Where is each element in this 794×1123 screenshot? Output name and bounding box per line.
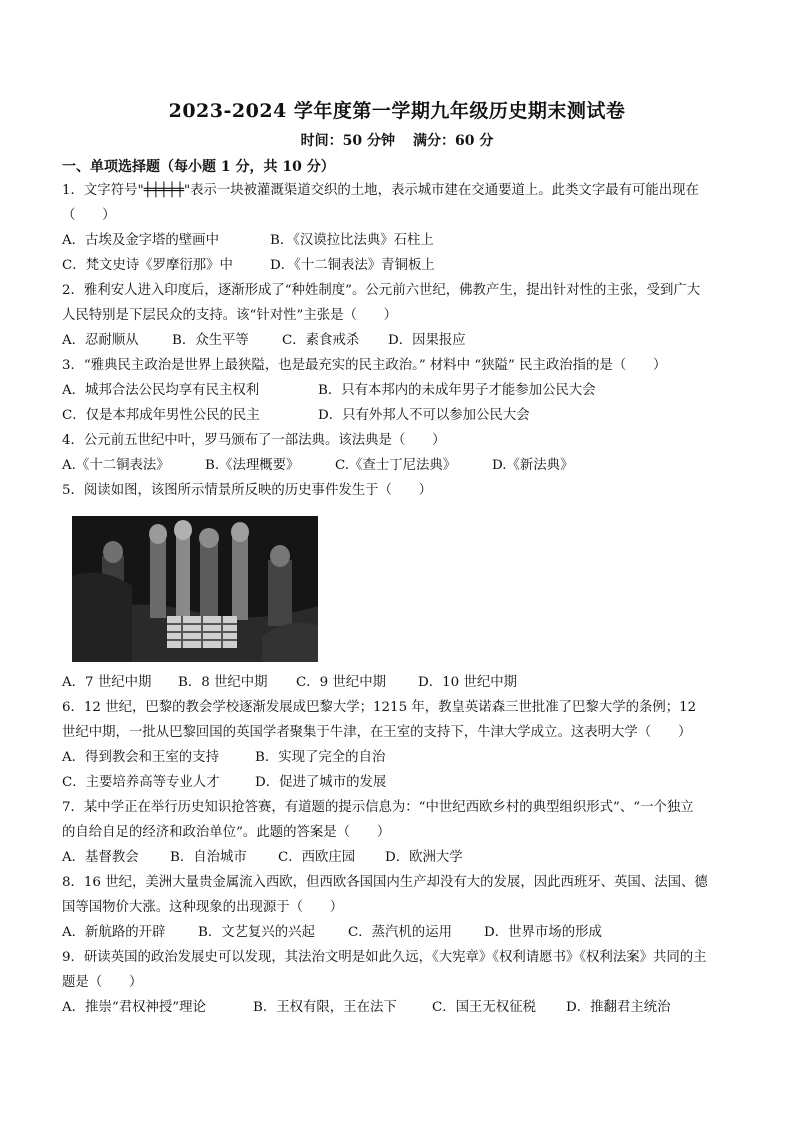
historical-painting-image: [72, 516, 318, 662]
question-7-option-d: D．欧洲大学: [385, 850, 463, 865]
question-3-line-1: 3．“雅典民主政治是世界上最狭隘，也是最充实的民主政治。” 材料中 “狭隘” 民主政治指的是（ ）: [62, 358, 667, 373]
exam-title: 2023-2024 学年度第一学期九年级历史期末测试卷: [168, 100, 626, 122]
question-2-option-a: A．忍耐顺从: [62, 333, 139, 348]
question-8-option-d: D．世界市场的形成: [484, 925, 602, 940]
question-5-option-d: D．10 世纪中期: [418, 675, 517, 690]
question-2-option-c: C．素食戒杀: [282, 333, 360, 348]
question-5-option-c: C．9 世纪中期: [296, 675, 386, 690]
question-5-option-a: A．7 世纪中期: [62, 675, 152, 690]
question-4-line-1: 4．公元前五世纪中叶，罗马颁布了一部法典。该法典是（ ）: [62, 433, 446, 448]
question-7-option-b: B．自治城市: [170, 850, 247, 865]
question-1-option-d: D．《十二铜表法》青铜板上: [270, 258, 435, 273]
question-4-option-a: A.《十二铜表法》: [62, 458, 170, 473]
question-9-line-2: 题是（ ）: [62, 975, 143, 990]
question-8-option-b: B．文艺复兴的兴起: [198, 925, 315, 940]
question-6-option-d: D．促进了城市的发展: [255, 775, 387, 790]
question-2-option-d: D．因果报应: [388, 333, 466, 348]
question-9-option-d: D．推翻君主统治: [566, 1000, 671, 1015]
question-9-option-a: A．推崇“君权神授”理论: [62, 1000, 206, 1015]
question-2-line-2: 人民特别是下层民众的支持。该“针对性”主张是（ ）: [62, 308, 398, 323]
exam-info: [0, 130, 794, 150]
section-heading: 一、单项选择题（每小题 1 分，共 10 分）: [62, 159, 335, 175]
question-1-option-c: C．梵文史诗《罗摩衍那》中: [62, 258, 233, 273]
question-2-line-1: 2．雅利安人进入印度后，逐渐形成了“种姓制度”。公元前六世纪，佛教产生，提出针对性的主张，受到广大: [62, 283, 701, 298]
question-7-option-c: C．西欧庄园: [278, 850, 356, 865]
question-4-option-c: C.《查士丁尼法典》: [335, 458, 457, 473]
question-5-line-1: 5．阅读如图，该图所示情景所反映的历史事件发生于（ ）: [62, 483, 433, 498]
question-1-line-2: （ ）: [62, 208, 116, 223]
question-3-option-b: B．只有本邦内的未成年男子才能参加公民大会: [318, 383, 596, 398]
question-6-option-a: A．得到教会和王室的支持: [62, 750, 219, 765]
question-3-option-c: C．仅是本邦成年男性公民的民主: [62, 408, 260, 423]
question-5-option-b: B．8 世纪中期: [178, 675, 268, 690]
question-6-option-c: C．主要培养高等专业人才: [62, 775, 220, 790]
question-9-option-c: C．国王无权征税: [432, 1000, 536, 1015]
question-3-option-a: A．城邦合法公民均享有民主权利: [62, 383, 260, 398]
question-8-line-2: 国等国物价大涨。这种现象的出现源于（ ）: [62, 900, 344, 915]
question-7-line-1: 7．某中学正在举行历史知识抢答赛，有道题的提示信息为：“中世纪西欧乡村的典型组织形式”、“一个独立: [62, 800, 694, 815]
question-9-line-1: 9．研读英国的政治发展史可以发现，其法治文明是如此久远，《大宪章》《权利请愿书》《权利法案》共同的主: [62, 950, 707, 965]
exam-score: 满分：60 分: [413, 133, 494, 149]
exam-time: 时间：50 分钟: [300, 133, 395, 149]
question-2-option-b: B．众生平等: [172, 333, 249, 348]
question-4-option-d: D.《新法典》: [492, 458, 574, 473]
question-3-option-d: D．只有外邦人不可以参加公民大会: [318, 408, 530, 423]
question-4-option-b: B.《法理概要》: [205, 458, 300, 473]
question-1-option-b: B．《汉谟拉比法典》石柱上: [270, 233, 434, 248]
question-1-line-1: 1．文字符号"╪╪╪╪╪"表示一块被灌溉渠道交织的土地，表示城市建在交通要道上。此类文字最有可能出现在: [62, 183, 699, 198]
question-9-option-b: B．王权有限，王在法下: [253, 1000, 397, 1015]
question-8-option-a: A．新航路的开辟: [62, 925, 166, 940]
question-7-line-2: 的自给自足的经济和政治单位”。此题的答案是（ ）: [62, 825, 391, 840]
question-6-line-1: 6．12 世纪，巴黎的教会学校逐渐发展成巴黎大学；1215 年，教皇英诺森三世批准了巴黎大学的条例；12: [62, 700, 697, 715]
question-6-option-b: B．实现了完全的自治: [255, 750, 386, 765]
question-8-line-1: 8．16 世纪，美洲大量贵金属流入西欧，但西欧各国国内生产却没有大的发展，因此西班牙、英国、法国、德: [62, 875, 708, 890]
question-8-option-c: C．蒸汽机的运用: [348, 925, 452, 940]
question-6-line-2: 世纪中期，一批从巴黎回国的英国学者聚集于牛津，在王室的支持下，牛津大学成立。这表明大学（ ）: [62, 725, 692, 740]
question-7-option-a: A．基督教会: [62, 850, 139, 865]
question-1-option-a: A．古埃及金字塔的壁画中: [62, 233, 219, 248]
